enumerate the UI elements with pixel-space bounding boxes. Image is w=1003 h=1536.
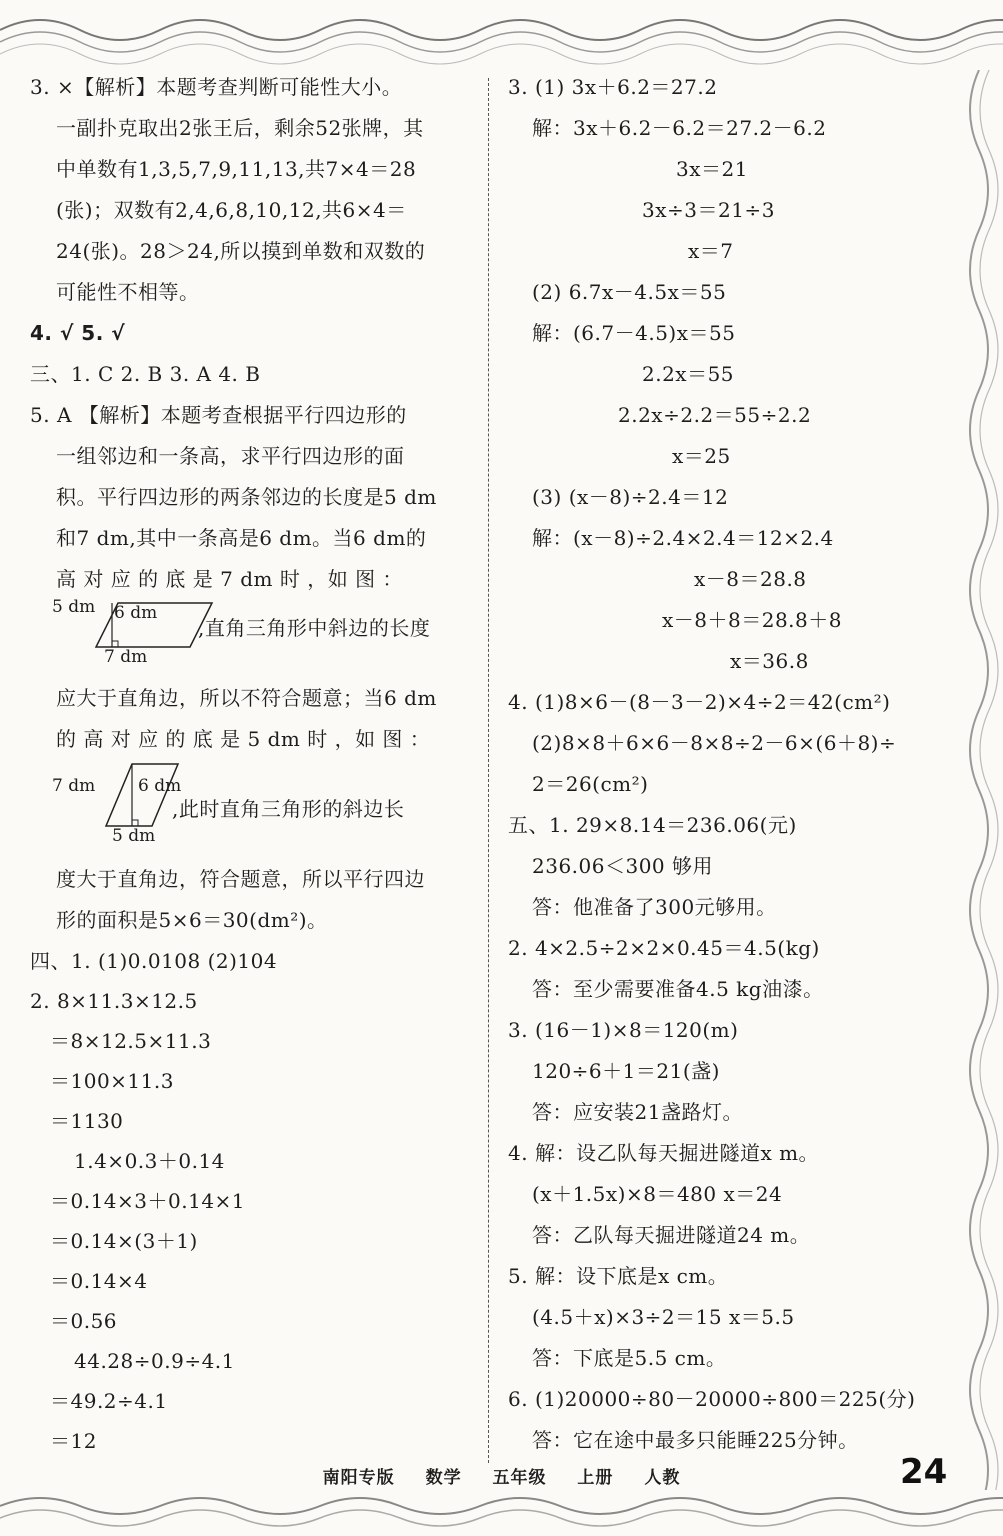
column-divider <box>488 78 489 1463</box>
answer-statement: 答：乙队每天掘进隧道24 m。 <box>532 1223 811 1247</box>
solution-step: x＝25 <box>672 444 731 468</box>
explanation-line: 的 高 对 应 的 底 是 5 dm 时 ，如 图 ： <box>56 727 431 751</box>
explanation-line: 度大于直角边，符合题意，所以平行四边 <box>56 867 425 891</box>
solution-step: x－8＝28.8 <box>694 567 807 591</box>
figure1-side-label: 5 dm <box>52 597 96 617</box>
explanation-line: 应大于直角边，所以不符合题意；当6 dm <box>56 686 437 710</box>
solution-step: x＝7 <box>688 239 734 263</box>
figure1-base-label: 7 dm <box>104 647 148 667</box>
solution-step: 解：3x＋6.2－6.2＝27.2－6.2 <box>532 116 827 140</box>
explanation-line: ,此时直角三角形的斜边长 <box>172 797 405 821</box>
section-4-answer-1: 四、1. (1)0.0108 (2)104 <box>30 949 278 973</box>
footer-volume: 上册 <box>577 1468 614 1488</box>
explanation-line: (张)；双数有2,4,6,8,10,12,共6×4＝ <box>56 198 407 222</box>
section-5-answer-6: 6. (1)20000÷80－20000÷800＝225(分) <box>508 1387 916 1411</box>
page-number: 24 <box>900 1452 948 1492</box>
calc-step: ＝1130 <box>50 1109 124 1133</box>
explanation-line: 中单数有1,3,5,7,9,11,13,共7×4＝28 <box>56 157 417 181</box>
explanation-line: 形的面积是5×6＝30(dm²)。 <box>56 908 328 932</box>
explanation-line: 一组邻边和一条高，求平行四边形的面 <box>56 444 405 468</box>
answer-4-2: (2)8×8＋6×6－8×8÷2－6×(6＋8)÷ <box>532 731 897 755</box>
calc-step: ＝0.56 <box>50 1309 118 1333</box>
solution-step: 3x＝21 <box>676 157 748 181</box>
footer-grade: 五年级 <box>492 1468 547 1488</box>
explanation-line: ,直角三角形中斜边的长度 <box>198 616 431 640</box>
answer-statement: 答：至少需要准备4.5 kg油漆。 <box>532 977 824 1001</box>
calc-expression: 1.4×0.3＋0.14 <box>74 1149 225 1173</box>
calc-step: ＝0.14×3＋0.14×1 <box>50 1189 246 1213</box>
answer-statement: 答：下底是5.5 cm。 <box>532 1346 727 1370</box>
solution-step: 236.06＜300 够用 <box>532 854 714 878</box>
explanation-line: 可能性不相等。 <box>56 280 200 304</box>
answer-4-2-cont: 2＝26(cm²) <box>532 772 649 796</box>
answer-statement: 答：应安装21盏路灯。 <box>532 1100 743 1124</box>
equation-3-1: 3. (1) 3x＋6.2＝27.2 <box>508 75 718 99</box>
solution-step: 2.2x÷2.2＝55÷2.2 <box>618 403 812 427</box>
section-5-answer-4: 4. 解：设乙队每天掘进隧道x m。 <box>508 1141 820 1165</box>
answer-4-1: 4. (1)8×6－(8－3－2)×4÷2＝42(cm²) <box>508 690 891 714</box>
footer-publisher: 人教 <box>644 1468 681 1488</box>
section-5-answer-1: 五、1. 29×8.14＝236.06(元) <box>508 813 797 837</box>
page-footer <box>0 1463 1003 1488</box>
section-5-answer-5: 5. 解：设下底是x cm。 <box>508 1264 729 1288</box>
equation-3-2: (2) 6.7x－4.5x＝55 <box>532 280 727 304</box>
solution-step: 120÷6＋1＝21(盏) <box>532 1059 720 1083</box>
figure1-height-label: 6 dm <box>114 603 158 623</box>
answer-4-5: 4. √ 5. √ <box>30 321 126 345</box>
section-5-answer-3: 3. (16－1)×8＝120(m) <box>508 1018 739 1042</box>
solution-step: (4.5＋x)×3÷2＝15 x＝5.5 <box>532 1305 795 1329</box>
solution-step: (x＋1.5x)×8＝480 x＝24 <box>532 1182 783 1206</box>
explanation-line: 一副扑克取出2张王后，剩余52张牌，其 <box>56 116 424 140</box>
answer-5: 5. A 【解析】本题考查根据平行四边形的 <box>30 403 407 427</box>
solution-step: 2.2x＝55 <box>642 362 735 386</box>
explanation-line: 和7 dm,其中一条高是6 dm。当6 dm的 <box>56 526 427 550</box>
calc-step: ＝0.14×(3＋1) <box>50 1229 198 1253</box>
solution-step: 解：(6.7－4.5)x＝55 <box>532 321 736 345</box>
calc-step: ＝12 <box>50 1429 97 1453</box>
figure2-base-label: 5 dm <box>112 826 156 846</box>
footer-edition: 南阳专版 <box>322 1468 395 1488</box>
equation-3-3: (3) (x－8)÷2.4＝12 <box>532 485 729 509</box>
section-5-answer-2: 2. 4×2.5÷2×2×0.45＝4.5(kg) <box>508 936 820 960</box>
figure2-side-label: 7 dm <box>52 776 96 796</box>
calc-2-start: 2. 8×11.3×12.5 <box>30 989 198 1013</box>
parallelogram-figure-1 <box>52 595 222 669</box>
bottom-wave-border <box>0 1488 1003 1536</box>
calc-expression: 44.28÷0.9÷4.1 <box>74 1349 235 1373</box>
right-wave-border <box>955 70 1003 1490</box>
solution-step: x＝36.8 <box>730 649 809 673</box>
footer-subject: 数学 <box>425 1468 462 1488</box>
answer-statement: 答：它在途中最多只能睡225分钟。 <box>532 1428 859 1452</box>
solution-step: x－8＋8＝28.8＋8 <box>662 608 842 632</box>
top-wave-border <box>0 0 1003 80</box>
figure2-height-label: 6 dm <box>138 776 182 796</box>
explanation-line: 24(张)。28＞24,所以摸到单数和双数的 <box>56 239 426 263</box>
calc-step: ＝49.2÷4.1 <box>50 1389 168 1413</box>
answer-statement: 答：他准备了300元够用。 <box>532 895 777 919</box>
solution-step: 3x÷3＝21÷3 <box>642 198 775 222</box>
calc-step: ＝0.14×4 <box>50 1269 148 1293</box>
explanation-line: 积。平行四边形的两条邻边的长度是5 dm <box>56 485 437 509</box>
solution-step: 解：(x－8)÷2.4×2.4＝12×2.4 <box>532 526 834 550</box>
calc-step: ＝100×11.3 <box>50 1069 174 1093</box>
calc-step: ＝8×12.5×11.3 <box>50 1029 212 1053</box>
section-3-answers: 三、1. C 2. B 3. A 4. B <box>30 362 261 386</box>
explanation-line: 高 对 应 的 底 是 7 dm 时 ，如 图 ： <box>56 567 403 591</box>
answer-3: 3. ×【解析】本题考查判断可能性大小。 <box>30 75 403 99</box>
